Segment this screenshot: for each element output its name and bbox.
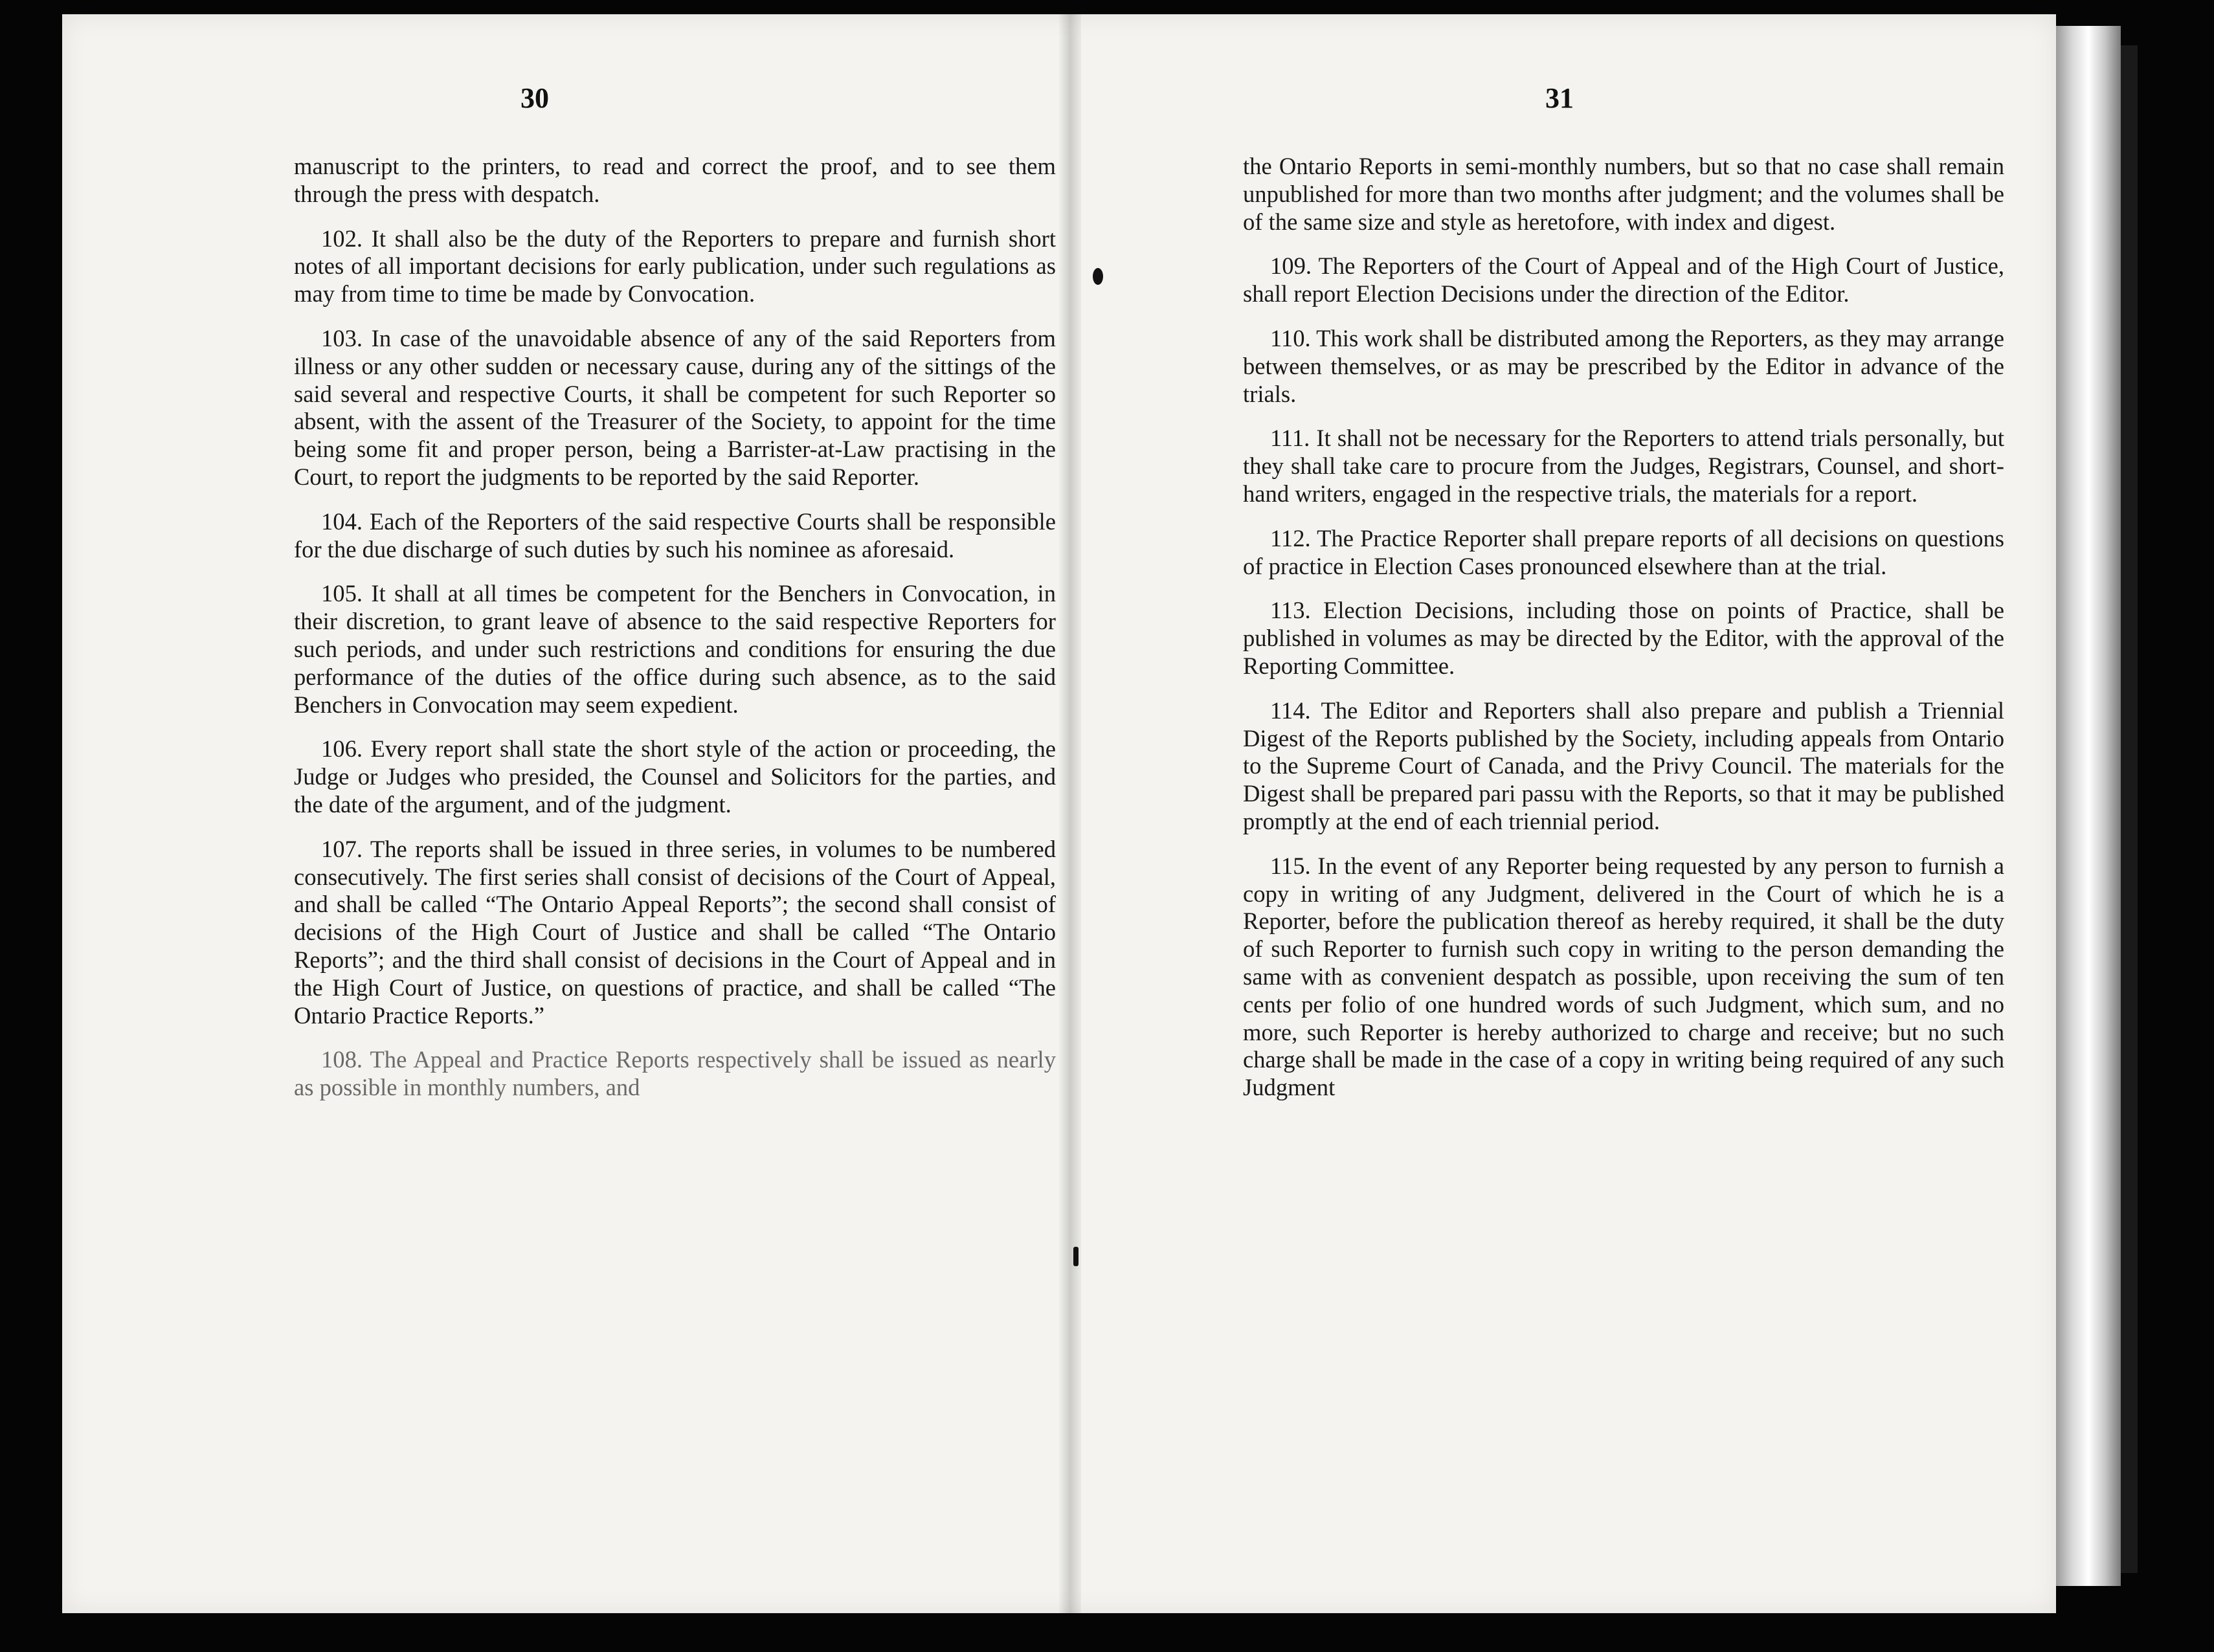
paragraph-111: 111. It shall not be necessary for the Reporters to attend trials personally, but they shall take care to procure from the Judges, Registrars, Counsel, and short-hand writers, engaged in the respective trials, the materials for a report. xyxy=(1243,425,2004,507)
paragraph-107: 107. The reports shall be issued in three series, in volumes to be numbered consecutively. The first series shall consist of decisions of the Court of Appeal, and shall be called “The Ontario Appeal Reports”; the second shall consist of decisions of the High Court of Justice and shall be called “The Ontario Reports”; and the third shall consist of decisions in the Court of Appeal and in the High Court of Justice, on questions of practice, and shall be called “The Ontario Practice Reports.” xyxy=(294,835,1056,1029)
book-gutter xyxy=(1059,14,1081,1613)
paragraph-104: 104. Each of the Reporters of the said respective Courts shall be responsible for the due discharge of such duties by such his nominee as aforesaid. xyxy=(294,508,1056,563)
page-number: 31 xyxy=(1545,82,1574,114)
right-page xyxy=(1081,14,2056,1613)
page-text xyxy=(1243,153,2004,1119)
paragraph-113: 113. Election Decisions, including those on points of Practice, shall be published in volumes as may be directed by the Editor, with the approval of the Reporting Committee. xyxy=(1243,597,2004,679)
page-edge xyxy=(2056,26,2121,1586)
book-cover-edge xyxy=(2121,45,2138,1573)
page-number: 30 xyxy=(520,82,549,114)
paragraph: manuscript to the printers, to read and correct the proof, and to see them through the press with despatch. xyxy=(294,153,1056,207)
paragraph-108: 108. The Appeal and Practice Reports respectively shall be issued as nearly as possible in monthly numbers, and xyxy=(294,1046,1056,1101)
paragraph-106: 106. Every report shall state the short style of the action or proceeding, the Judge or Judges who presided, the Counsel and Solicitors for the parties, and the date of the argument, and of the judgment. xyxy=(294,735,1056,818)
book-spread xyxy=(62,14,2056,1613)
paragraph-110: 110. This work shall be distributed among the Reporters, as they may arrange between themselves, or as may be prescribed by the Editor in advance of the trials. xyxy=(1243,324,2004,407)
ink-spot xyxy=(1073,1247,1079,1266)
paragraph-114: 114. The Editor and Reporters shall also prepare and publish a Triennial Digest of the Reports published by the Society, including appeals from Ontario to the Supreme Court of Canada, and the Privy Council. The materials for the Digest shall be prepared pari passu with the Reports, so that it may be published promptly at the end of each triennial period. xyxy=(1243,697,2004,834)
paragraph-109: 109. The Reporters of the Court of Appeal and of the High Court of Justice, shall report Election Decisions under the direction of the Editor. xyxy=(1243,252,2004,307)
page-text xyxy=(294,153,1056,1119)
paragraph-105: 105. It shall at all times be competent for the Benchers in Convocation, in their discretion, to grant leave of absence to the said respective Reporters for such periods, and under such restrictions and conditions for ensuring the due performance of the duties of the office during such absence, as to the said Benchers in Convocation may seem expedient. xyxy=(294,580,1056,718)
paragraph: the Ontario Reports in semi-monthly numbers, but so that no case shall remain unpublished for more than two months after judgment; and the volumes shall be of the same size and style as heretofore, with index and digest. xyxy=(1243,153,2004,235)
ink-spot xyxy=(1093,268,1103,285)
paragraph-102: 102. It shall also be the duty of the Reporters to prepare and furnish short notes of all important decisions for early publication, under such regulations as may from time to time be made by Convocation. xyxy=(294,225,1056,307)
left-page xyxy=(62,14,1059,1613)
paragraph-112: 112. The Practice Reporter shall prepare reports of all decisions on questions of practice in Election Cases pronounced elsewhere than at the trial. xyxy=(1243,524,2004,579)
paragraph-115: 115. In the event of any Reporter being requested by any person to furnish a copy in writing of any Judgment, delivered in the Court of which he is a Reporter, before the publication thereof as hereby required, it shall be the duty of such Reporter to furnish such copy in writing to the person demanding the same with as convenient despatch as possible, upon receiving the sum of ten cents per folio of one hundred words of such Judgment, which sum, and no more, such Reporter is hereby authorized to charge and receive; but no such charge shall be made in the case of a copy in writing being required of any such Judgment xyxy=(1243,852,2004,1101)
paragraph-103: 103. In case of the unavoidable absence of any of the said Reporters from illness or any other sudden or necessary cause, during any of the sittings of the said several and respective Courts, it shall be competent for such Reporter so absent, with the assent of the Treasurer of the Society, to appoint for the time being some fit and proper person, being a Barrister-at-Law practising in the Court, to report the judgments to be reported by the said Reporter. xyxy=(294,324,1056,490)
